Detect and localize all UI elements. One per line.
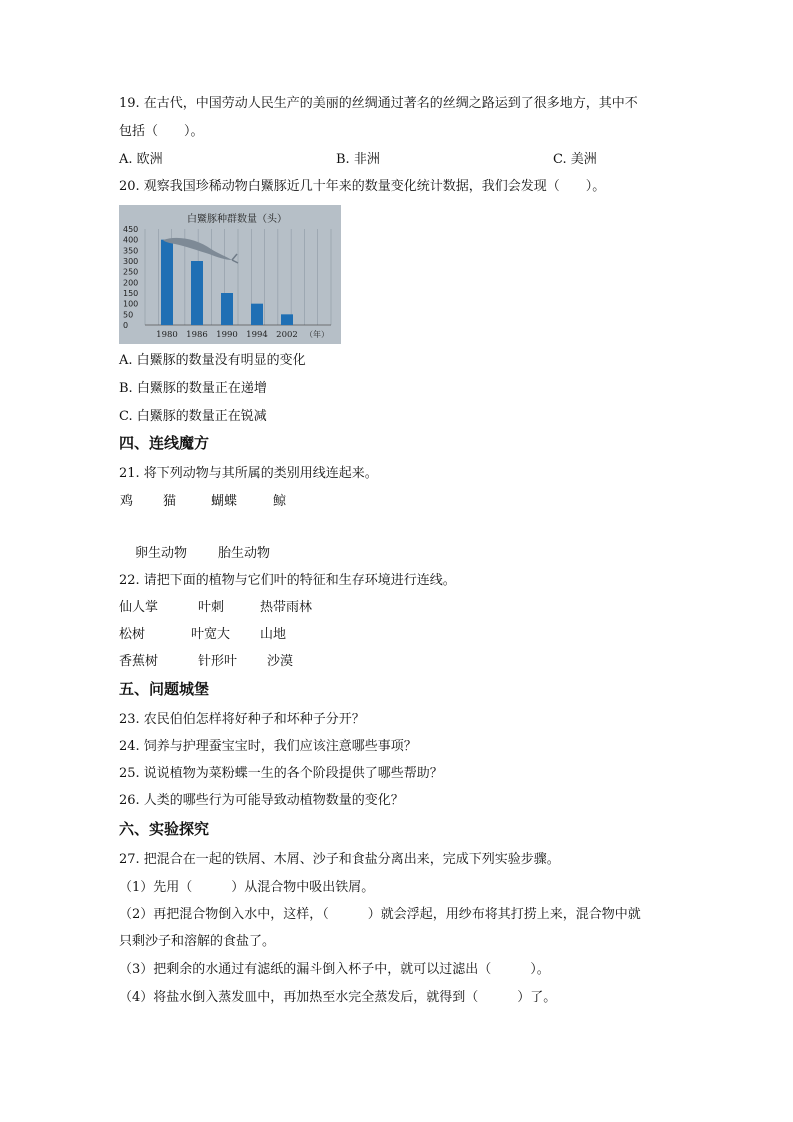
q22-leaf-broad[interactable]: 叶宽大: [191, 627, 231, 642]
chart-y-tick-label: 100: [123, 299, 139, 309]
q19-option-b[interactable]: B. 非洲: [336, 152, 380, 167]
chart-y-tick-label: 350: [123, 246, 139, 256]
q21-animal-cat[interactable]: 猫: [163, 494, 177, 509]
chart-y-tick-label: 400: [123, 235, 139, 245]
q22-plant-pine[interactable]: 松树: [119, 627, 146, 642]
q24: 24. 饲养与护理蚕宝宝时，我们应该注意哪些事项？: [119, 739, 417, 754]
q22-env-rainforest[interactable]: 热带雨林: [260, 600, 313, 615]
q23: 23. 农民伯伯怎样将好种子和坏种子分开？: [119, 712, 365, 727]
chart-x-ticks: [156, 330, 298, 340]
section-4-title: 四、连线魔方: [119, 434, 210, 452]
chart-bar: [221, 293, 233, 325]
q25: 25. 说说植物为菜粉蝶一生的各个阶段提供了哪些帮助？: [119, 766, 443, 781]
q20-option-c[interactable]: C. 白鱀豚的数量正在锐减: [119, 409, 267, 424]
chart-y-tick-label: 250: [123, 267, 139, 277]
q21-animal-chicken[interactable]: 鸡: [120, 494, 134, 509]
chart-title: 白鱀豚种群数量（头）: [187, 214, 287, 225]
section-5-title: 五、问题城堡: [119, 680, 210, 698]
q27-step-1: （1）先用（ ）从混合物中吸出铁屑。: [119, 880, 375, 895]
chart-y-tick-label: 150: [123, 289, 139, 298]
chart-x-tick-label: 1994: [246, 330, 268, 340]
chart-x-tick-label: 1986: [186, 330, 208, 340]
q22-env-mountain[interactable]: 山地: [260, 627, 287, 642]
chart-x-tick-label: 2002: [276, 330, 298, 340]
dolphin-population-chart: [119, 205, 341, 344]
chart-x-tick-label: 1980: [156, 330, 178, 340]
q27-stem: 27. 把混合在一起的铁屑、木屑、沙子和食盐分离出来，完成下列实验步骤。: [119, 852, 560, 867]
chart-y-tick-label: 300: [123, 257, 139, 266]
chart-y-tick-label: 0: [123, 321, 129, 330]
q20-option-b[interactable]: B. 白鱀豚的数量正在递增: [119, 381, 267, 396]
chart-y-tick-label: 200: [123, 278, 139, 288]
q22-stem: 22. 请把下面的植物与它们叶的特征和生存环境进行连线。: [119, 573, 456, 588]
q19-stem-line2: 包括（ ）。: [119, 124, 204, 139]
q22-plant-banana[interactable]: 香蕉树: [119, 654, 159, 669]
chart-x-axis-label: （年）: [305, 330, 329, 339]
q27-step-3: （3）把剩余的水通过有滤纸的漏斗倒入杯子中，就可以过滤出（ ）。: [119, 962, 550, 977]
chart-y-tick-label: 450: [123, 225, 139, 234]
chart-bar: [281, 314, 293, 325]
q27-step-2-line1: （2）再把混合物倒入水中，这样，（ ）就会浮起，用纱布将其打捞上来，混合物中就: [119, 907, 641, 922]
chart-bar: [161, 240, 173, 325]
q19-option-c[interactable]: C. 美洲: [553, 152, 597, 167]
q20-stem: 20. 观察我国珍稀动物白鱀豚近几十年来的数量变化统计数据，我们会发现（ ）。: [119, 179, 606, 194]
q22-leaf-spines[interactable]: 叶刺: [198, 600, 225, 615]
q22-env-desert[interactable]: 沙漠: [267, 654, 294, 669]
q19-option-a[interactable]: A. 欧洲: [119, 152, 163, 167]
chart-bar: [251, 304, 263, 325]
chart-x-tick-label: 1990: [216, 330, 238, 340]
q21-category-oviparous[interactable]: 卵生动物: [135, 546, 188, 561]
q21-animal-butterfly[interactable]: 蝴蝶: [211, 494, 238, 509]
q22-leaf-needle[interactable]: 针形叶: [198, 654, 238, 669]
section-6-title: 六、实验探究: [119, 820, 210, 838]
q27-step-2-line2: 只剩沙子和溶解的食盐了。: [119, 934, 276, 949]
q21-animal-whale[interactable]: 鲸: [273, 494, 287, 509]
q27-step-4: （4）将盐水倒入蒸发皿中，再加热至水完全蒸发后，就得到（ ）了。: [119, 990, 557, 1005]
chart-bar: [191, 261, 203, 325]
q20-option-a[interactable]: A. 白鱀豚的数量没有明显的变化: [119, 353, 306, 368]
q19-stem-line1: 19. 在古代，中国劳动人民生产的美丽的丝绸通过著名的丝绸之路运到了很多地方，其中不: [119, 96, 638, 111]
q22-plant-cactus[interactable]: 仙人掌: [119, 600, 159, 615]
q21-stem: 21. 将下列动物与其所属的类别用线连起来。: [119, 466, 378, 481]
q26: 26. 人类的哪些行为可能导致动植物数量的变化？: [119, 793, 404, 808]
q21-category-viviparous[interactable]: 胎生动物: [218, 546, 271, 561]
chart-y-tick-label: 50: [123, 310, 134, 320]
